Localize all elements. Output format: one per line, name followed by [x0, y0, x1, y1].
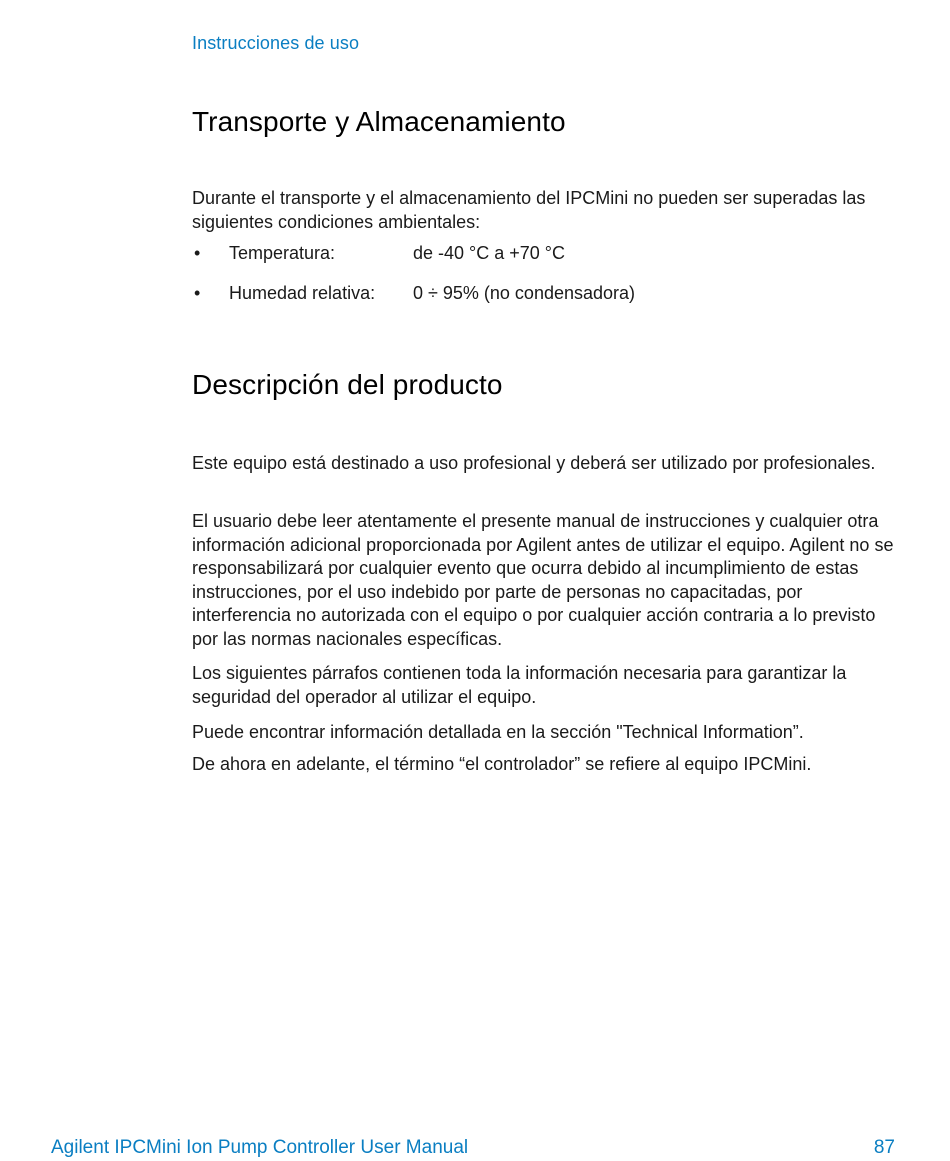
product-paragraph: De ahora en adelante, el término “el controlador” se refiere al equipo IPCMini. — [192, 754, 812, 774]
bullet-icon: • — [194, 283, 201, 303]
product-paragraph: Los siguientes párrafos contienen toda la información necesaria para garantizar la seguridad del operador al utilizar el equipo. — [192, 663, 847, 707]
product-paragraph: El usuario debe leer atentamente el presente manual de instrucciones y cualquier otra información adicional proporcionada por Agilent antes de utilizar el equipo. Agilent no se responsabilizará por cualquier evento que ocurra debido al incumplimiento de estas instrucciones, por el uso indebido por parte de personas no capacitadas, por interferencia no autorizada con el equipo o por cualquier acción contraria a lo previsto por las normas nacionales específicas. — [192, 511, 894, 649]
condition-label: Humedad relativa: — [229, 283, 376, 303]
condition-item-temperature — [192, 242, 565, 265]
product-paragraph: Este equipo está destinado a uso profesional y deberá ser utilizado por profesionales. — [192, 453, 876, 473]
product-paragraph: Puede encontrar información detallada en la sección "Technical Information”. — [192, 722, 804, 742]
transport-heading: Transporte y Almacenamiento — [192, 106, 566, 137]
running-header: Instrucciones de uso — [192, 33, 360, 53]
condition-item-humidity — [192, 282, 635, 305]
transport-intro: Durante el transporte y el almacenamiento del IPCMini no pueden ser superadas las siguientes condiciones ambientales: — [192, 188, 866, 232]
condition-value: de -40 °C a +70 °C — [413, 243, 565, 263]
condition-value: 0 ÷ 95% (no condensadora) — [413, 283, 636, 303]
condition-label: Temperatura: — [229, 243, 336, 263]
footer-manual-title: Agilent IPCMini Ion Pump Controller User Manual — [51, 1137, 469, 1158]
page-number: 87 — [873, 1137, 895, 1158]
product-heading: Descripción del producto — [192, 369, 503, 400]
bullet-icon: • — [194, 243, 201, 263]
